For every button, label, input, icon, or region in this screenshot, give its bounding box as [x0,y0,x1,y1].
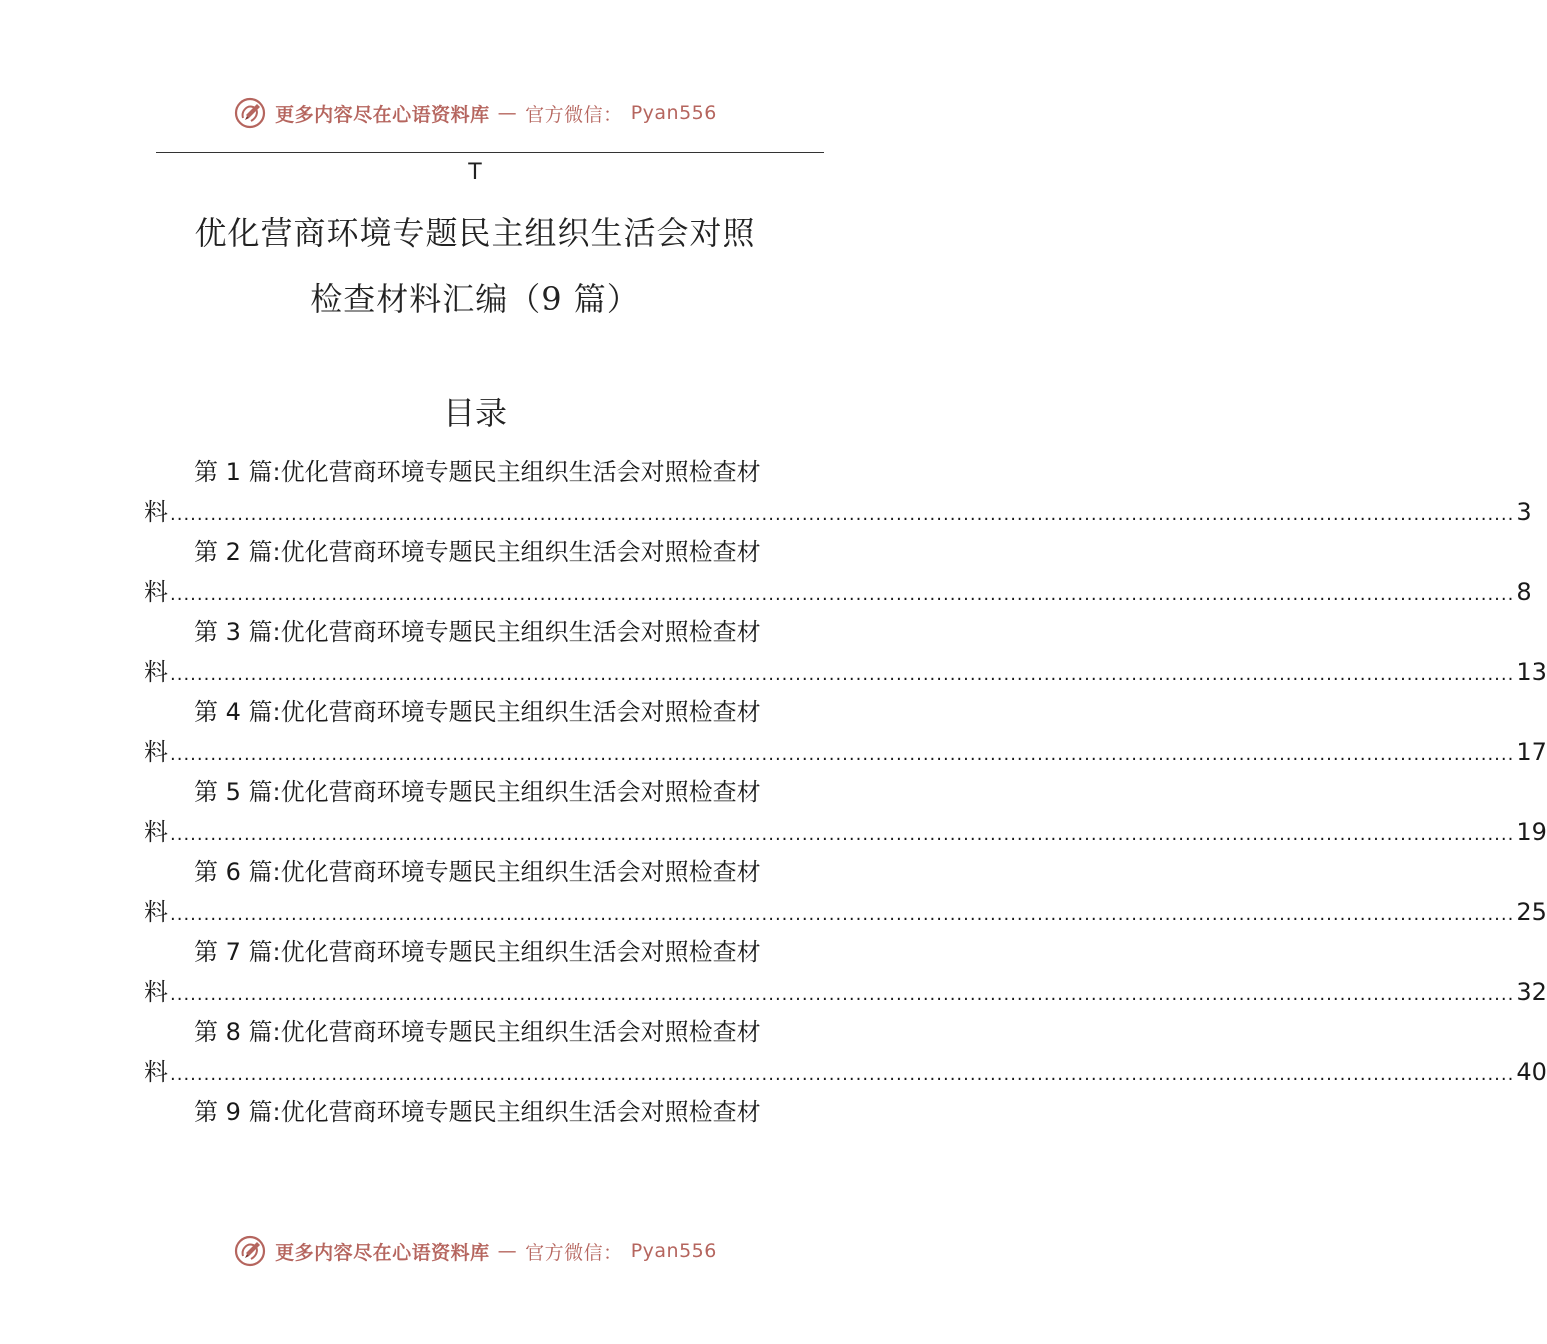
header-rule [156,152,824,153]
toc-entry-title-end: 料 [144,578,168,606]
toc-entry-1[interactable] [144,452,1532,532]
watermark-wechat-label: 官方微信： [525,103,623,126]
toc-entry-title: 第 2 篇:优化营商环境专题民主组织生活会对照检查材 [194,538,761,566]
toc-page-number: 32 [1516,978,1547,1006]
document-title-line1: 优化营商环境专题民主组织生活会对照 [194,214,756,252]
toc-page-number: 13 [1516,658,1547,686]
watermark-brand: 更多内容尽在心语资料库 [275,1241,490,1264]
pen-heart-logo-icon [233,96,267,130]
toc-entry-title-end: 料 [144,658,168,686]
toc-page-number: 40 [1516,1058,1547,1086]
toc-entry-title: 第 5 篇:优化营商环境专题民主组织生活会对照检查材 [194,778,761,806]
table-of-contents [144,452,1547,1172]
toc-entry-title-end: 料 [144,818,168,846]
watermark-wechat-id: Pyan556 [630,1240,717,1262]
toc-leader-dots: ........................................................................................................................................................................................................ [170,824,1515,845]
toc-entry-title-end: 料 [144,898,168,926]
toc-entry-title: 第 3 篇:优化营商环境专题民主组织生活会对照检查材 [194,618,761,646]
toc-entry-title: 第 6 篇:优化营商环境专题民主组织生活会对照检查材 [194,858,761,886]
watermark-separator: — [497,102,518,124]
watermark-wechat-id: Pyan556 [630,102,717,124]
watermark-separator: — [497,1240,518,1262]
toc-page-number: 17 [1516,738,1547,766]
toc-entry-title-end: 料 [144,978,168,1006]
toc-leader-dots: ........................................................................................................................................................................................................ [170,1064,1515,1085]
footer-watermark [0,1234,950,1268]
toc-entry-3[interactable] [144,612,1547,692]
toc-entry-2[interactable] [144,532,1532,612]
toc-leader-dots: ........................................................................................................................................................................................................ [170,664,1515,685]
header-watermark [0,96,950,130]
toc-entry-title: 第 4 篇:优化营商环境专题民主组织生活会对照检查材 [194,698,761,726]
toc-entry-title: 第 1 篇:优化营商环境专题民主组织生活会对照检查材 [194,458,761,486]
toc-entry-8[interactable] [144,1012,1547,1092]
toc-page-number: 8 [1516,578,1532,606]
toc-heading: 目录 [442,394,507,432]
document-title-line2: 检查材料汇编（9 篇） [310,280,640,318]
toc-entry-5[interactable] [144,772,1547,852]
toc-entry-title: 第 9 篇:优化营商环境专题民主组织生活会对照检查材 [194,1098,761,1126]
toc-entry-title-end: 料 [144,498,168,526]
watermark-wechat-label: 官方微信： [525,1241,623,1264]
toc-entry-title: 第 8 篇:优化营商环境专题民主组织生活会对照检查材 [194,1018,761,1046]
watermark-brand: 更多内容尽在心语资料库 [275,103,490,126]
header-mark: T [468,160,482,185]
toc-leader-dots: ........................................................................................................................................................................................................ [170,744,1515,765]
toc-page-number: 19 [1516,818,1547,846]
pen-heart-logo-icon [233,1234,267,1268]
toc-entry-7[interactable] [144,932,1547,1012]
toc-entry-6[interactable] [144,852,1547,932]
toc-leader-dots: ........................................................................................................................................................................................................ [170,504,1515,525]
toc-leader-dots: ........................................................................................................................................................................................................ [170,904,1515,925]
toc-entry-title-end: 料 [144,1058,168,1086]
toc-entry-9[interactable] [144,1092,806,1172]
toc-leader-dots: ........................................................................................................................................................................................................ [170,584,1515,605]
toc-entry-title-end: 料 [144,738,168,766]
toc-page-number: 3 [1516,498,1532,526]
toc-entry-4[interactable] [144,692,1547,772]
toc-entry-title: 第 7 篇:优化营商环境专题民主组织生活会对照检查材 [194,938,761,966]
toc-leader-dots: ........................................................................................................................................................................................................ [170,984,1515,1005]
toc-page-number: 25 [1516,898,1547,926]
